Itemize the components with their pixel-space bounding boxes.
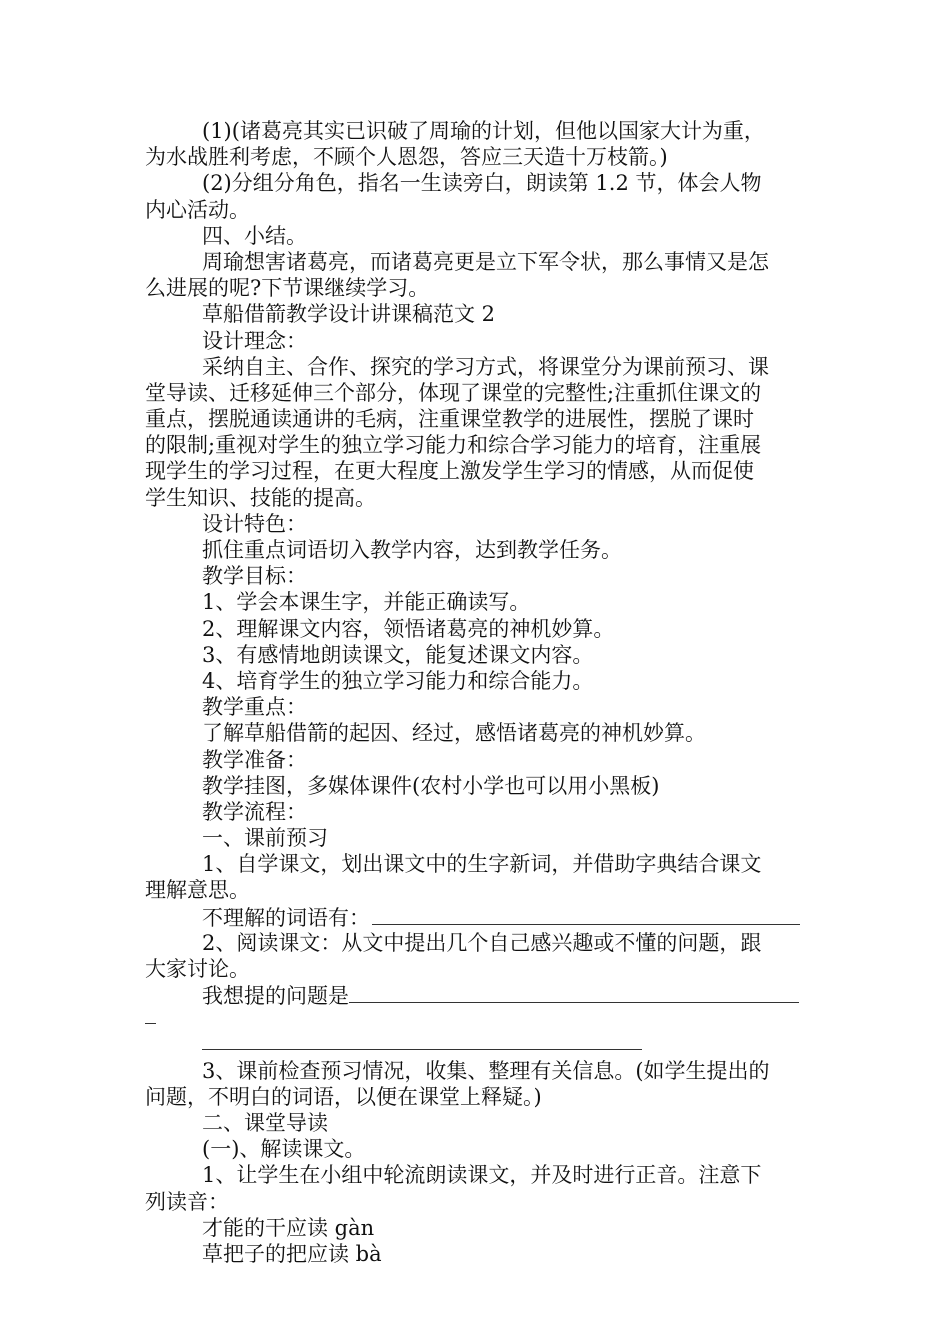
answer-blank-stub bbox=[145, 1022, 156, 1024]
section-heading: 教学准备： bbox=[202, 747, 307, 772]
fill-in-label: 不理解的词语有： bbox=[202, 905, 370, 930]
text-line: 抓住重点词语切入教学内容，达到教学任务。 bbox=[202, 538, 622, 562]
list-item: 3、有感情地朗读课文，能复述课文内容。 bbox=[202, 642, 594, 667]
section-heading: 设计特色： bbox=[202, 511, 307, 536]
text-line: 采纳自主、合作、探究的学习方式，将课堂分为课前预习、课 bbox=[202, 354, 769, 379]
text-line: 教学挂图，多媒体课件(农村小学也可以用小黑板) bbox=[202, 773, 660, 798]
list-item: 3、课前检查预习情况，收集、整理有关信息。(如学生提出的 bbox=[202, 1058, 770, 1083]
list-item: 4、培育学生的独立学习能力和综合能力。 bbox=[202, 668, 594, 693]
text-line: 学生知识、技能的提高。 bbox=[145, 485, 376, 510]
section-heading: (一)、解读课文。 bbox=[202, 1137, 366, 1162]
text-line: 内心活动。 bbox=[145, 197, 250, 222]
blank-continuation bbox=[145, 1008, 810, 1034]
section-heading: 二、课堂导读 bbox=[202, 1110, 328, 1135]
text-line: 现学生的学习过程，在更大程度上激发学生学习的情感，从而促使 bbox=[145, 459, 754, 484]
section-heading: 四、小结。 bbox=[202, 223, 307, 248]
text-line: 列读音： bbox=[145, 1189, 229, 1214]
text-line: 才能的干应读 gàn bbox=[202, 1215, 375, 1240]
list-item: 1、学会本课生字，并能正确读写。 bbox=[202, 590, 531, 615]
answer-blank[interactable] bbox=[372, 904, 800, 925]
list-item: 1、自学课文，划出课文中的生字新词，并借助字典结合课文 bbox=[202, 852, 762, 877]
fill-in-line bbox=[145, 982, 810, 1008]
text-line: 大家讨论。 bbox=[145, 957, 250, 981]
document-body bbox=[145, 118, 810, 1267]
text-line: 为水战胜利考虑，不顾个人恩怨，答应三天造十万枝箭。) bbox=[145, 145, 668, 170]
text-line: 理解意思。 bbox=[145, 878, 250, 903]
fill-in-line bbox=[145, 904, 810, 930]
text-line: 草把子的把应读 bà bbox=[202, 1241, 382, 1266]
section-heading: 一、课前预习 bbox=[202, 826, 328, 851]
text-line: 堂导读、迁移延伸三个部分，体现了课堂的完整性;注重抓住课文的 bbox=[145, 380, 762, 405]
section-heading: 教学重点： bbox=[202, 695, 307, 720]
text-line: (2)分组分角色，指名一生读旁白，朗读第 1.2 节，体会人物 bbox=[202, 171, 762, 196]
fill-in-label: 我想提的问题是 bbox=[202, 984, 349, 1009]
answer-blank[interactable] bbox=[349, 982, 799, 1003]
list-item: 2、阅读课文：从文中提出几个自己感兴趣或不懂的问题，跟 bbox=[202, 930, 762, 955]
document-title: 草船借箭教学设计讲课稿范文 2 bbox=[202, 302, 496, 327]
section-heading: 设计理念： bbox=[202, 328, 307, 353]
text-line: 问题，不明白的词语，以便在课堂上释疑。) bbox=[145, 1084, 542, 1109]
list-item: 2、理解课文内容，领悟诸葛亮的神机妙算。 bbox=[202, 616, 615, 641]
text-line: 么进展的呢?下节课继续学习。 bbox=[145, 276, 430, 301]
text-line: 周瑜想害诸葛亮，而诸葛亮更是立下军令状，那么事情又是怎 bbox=[202, 249, 769, 274]
text-line: (1)(诸葛亮其实已识破了周瑜的计划，但他以国家大计为重， bbox=[202, 119, 765, 143]
answer-blank[interactable] bbox=[202, 1035, 642, 1050]
text-line: 了解草船借箭的起因、经过，感悟诸葛亮的神机妙算。 bbox=[202, 721, 706, 746]
text-line: 的限制;重视对学生的独立学习能力和综合学习能力的培育，注重展 bbox=[145, 433, 762, 458]
section-heading: 教学目标： bbox=[202, 564, 307, 589]
text-line: 重点，摆脱通读通讲的毛病，注重课堂教学的进展性，摆脱了课时 bbox=[145, 407, 754, 432]
section-heading: 教学流程： bbox=[202, 799, 307, 824]
list-item: 1、让学生在小组中轮流朗读课文，并及时进行正音。注意下 bbox=[202, 1163, 762, 1188]
